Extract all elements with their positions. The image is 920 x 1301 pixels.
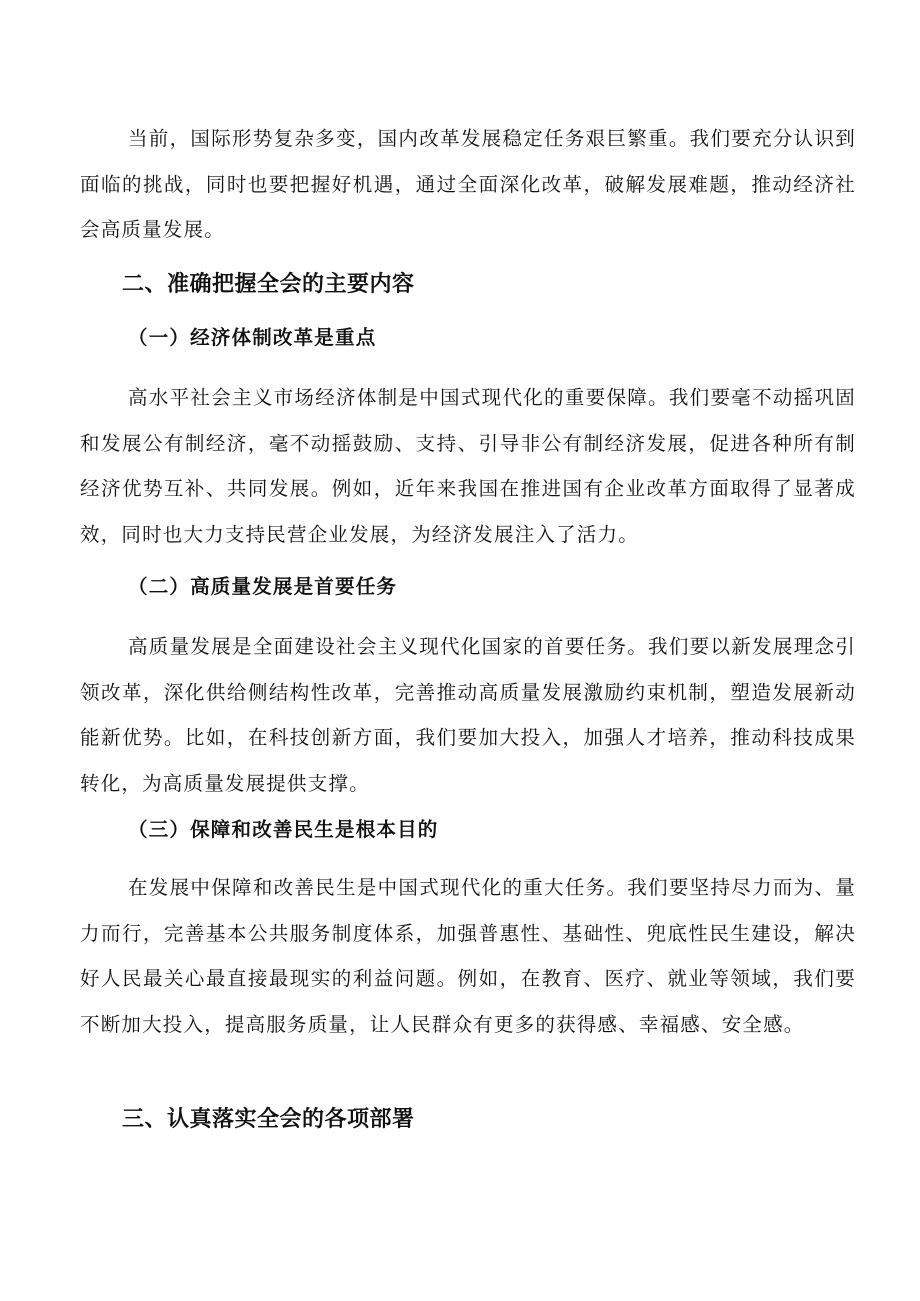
subsection-2-heading: （二）高质量发展是首要任务 <box>128 575 398 598</box>
subsection-3-body: 在发展中保障和改善民生是中国式现代化的重大任务。我们要坚持尽力而为、量力而行，完善基本公共服务制度体系，加强普惠性、基础性、兜底性民生建设，解决好人民最关心最直接最现实的利益问题。例如，在教育、医疗、就业等领域，我们要不断加大投入，提高服务质量，让人民群众有更多的获得感、幸福感、安全感。 <box>80 876 856 1036</box>
subsection-2-body: 高质量发展是全面建设社会主义现代化国家的首要任务。我们要以新发展理念引领改革，深化供给侧结构性改革，完善推动高质量发展激励约束机制，塑造发展新动能新优势。比如，在科技创新方面，我们要加大投入，加强人才培养，推动科技成果转化，为高质量发展提供支撑。 <box>80 635 856 795</box>
subsection-1-body: 高水平社会主义市场经济体制是中国式现代化的重要保障。我们要毫不动摇巩固和发展公有制经济，毫不动摇鼓励、支持、引导非公有制经济发展，促进各种所有制经济优势互补、共同发展。例如，近年来我国在推进国有企业改革方面取得了显著成效，同时也大力支持民营企业发展，为经济发展注入了活力。 <box>80 386 856 546</box>
intro-paragraph: 当前，国际形势复杂多变，国内改革发展稳定任务艰巨繁重。我们要充分认识到面临的挑战，同时也要把握好机遇，通过全面深化改革，破解发展难题，推动经济社会高质量发展。 <box>80 127 856 241</box>
section-2-heading: 二、准确把握全会的主要内容 <box>122 272 415 297</box>
subsection-1-heading: （一）经济体制改革是重点 <box>128 326 377 349</box>
section-3-heading: 三、认真落实全会的各项部署 <box>122 1107 415 1132</box>
subsection-3-heading: （三）保障和改善民生是根本目的 <box>128 818 439 841</box>
